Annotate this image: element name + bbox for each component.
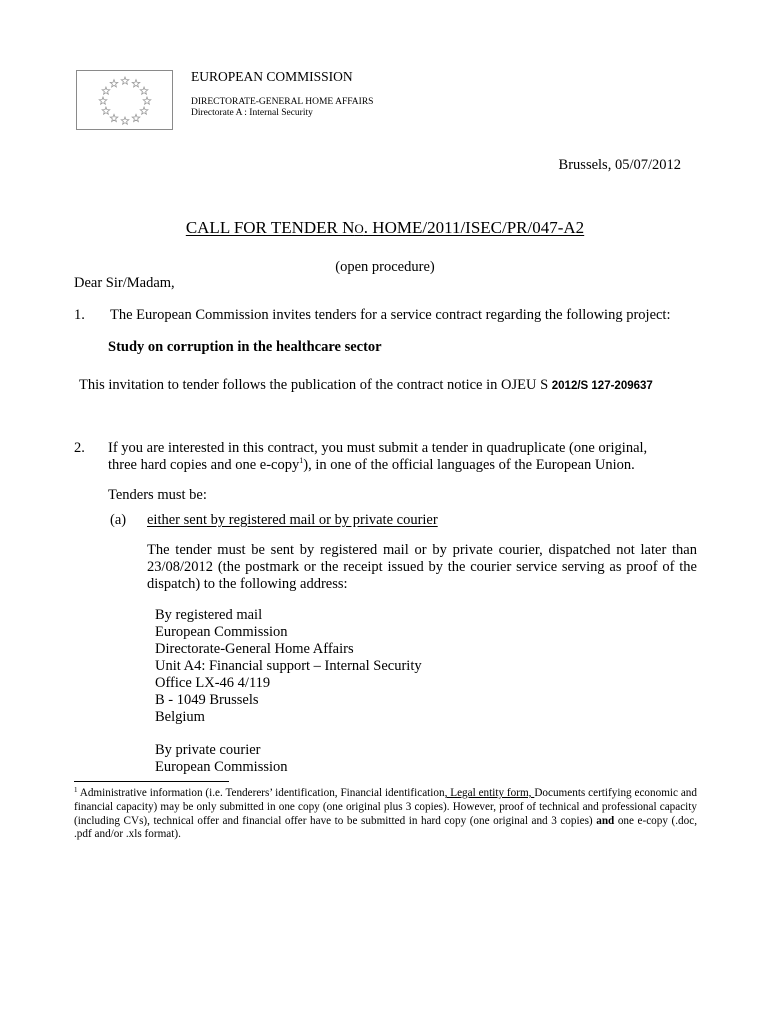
star-icon	[140, 107, 148, 114]
point-2-line-2	[108, 457, 635, 474]
footnote-text-underlined: , Legal entity form,	[444, 787, 535, 799]
option-a-paragraph: The tender must be sent by registered mail or by private courier, dispatched not later than 23/08/2012 (the postmark or the receipt issued by the courier service serving as proof of the dispatch) to the following address:	[147, 542, 697, 592]
directorate: Directorate A : Internal Security	[191, 108, 313, 118]
footnote-text: Administrative information (i.e. Tenderers’ identification, Financial identification	[77, 787, 445, 799]
address-line: Unit A4: Financial support – Internal Security	[155, 658, 422, 674]
project-title: Study on corruption in the healthcare sector	[108, 339, 382, 355]
eu-flag-logo	[76, 70, 173, 130]
address-line: Directorate-General Home Affairs	[155, 641, 354, 657]
address-line: B - 1049 Brussels	[155, 692, 259, 708]
point-1-number: 1.	[74, 307, 85, 323]
footnote-separator	[74, 781, 229, 782]
footnote-text: Documents certifying economic and financial capacity) may be only submitted in one copy (one original plus 3 copies). However, proof of technical and professional capacity (including CVs), technical offer and financial offer have to be submitted in hard copy (one original and 3 copies)	[74, 787, 697, 827]
title-suffix: . HOME/2011/ISEC/PR/047-A2	[363, 218, 585, 237]
star-icon	[110, 80, 118, 87]
star-icon	[121, 77, 129, 84]
option-a-marker: (a)	[110, 512, 127, 528]
tenders-must-be: Tenders must be:	[108, 487, 207, 503]
organization-name: EUROPEAN COMMISSION	[191, 69, 353, 84]
star-icon	[99, 97, 107, 104]
address-line: European Commission	[155, 624, 288, 640]
address-line: Belgium	[155, 709, 205, 725]
directorate-general: DIRECTORATE-GENERAL HOME AFFAIRS	[191, 97, 374, 107]
invitation-line	[79, 377, 653, 394]
star-icon	[102, 87, 110, 94]
date-line: Brussels, 05/07/2012	[558, 157, 681, 173]
point-1-text: The European Commission invites tenders for a service contract regarding the following project:	[110, 307, 671, 323]
footnote-marker: 1	[74, 786, 78, 794]
option-a-label: either sent by registered mail or by private courier	[147, 512, 438, 528]
address-line: Office LX-46 4/119	[155, 675, 271, 691]
point-2-line-2-end: ), in one of the official languages of the European Union.	[303, 457, 635, 473]
point-2-line-1: If you are interested in this contract, you must submit a tender in quadruplicate (one original,	[108, 440, 648, 456]
eu-flag-stars-icon	[77, 71, 174, 131]
address-line: By registered mail	[155, 607, 263, 623]
star-icon	[132, 80, 140, 87]
star-icon	[143, 97, 151, 104]
title-small-caps: O	[354, 221, 364, 236]
star-icon	[121, 117, 129, 124]
title-prefix: CALL FOR TENDER N	[185, 218, 355, 237]
greeting: Dear Sir/Madam,	[74, 275, 175, 291]
invitation-text: This invitation to tender follows the publication of the contract notice in OJEU S	[79, 377, 552, 393]
ojeu-reference: 2012/S 127-209637	[551, 380, 653, 392]
address-line: By private courier	[155, 742, 261, 758]
procedure-type: (open procedure)	[335, 259, 435, 275]
footnote-text: one e-copy (.doc, .pdf and/or .xls format).	[74, 814, 697, 841]
point-2-line-2-start: three hard copies and one e-copy	[108, 457, 300, 473]
address-line: European Commission	[155, 759, 288, 775]
footnote-text-bold: and	[596, 814, 615, 827]
star-icon	[110, 114, 118, 121]
document-title	[0, 218, 770, 238]
star-icon	[102, 107, 110, 114]
address-spacer	[155, 726, 555, 742]
footnote-reference[interactable]: 1	[299, 456, 304, 465]
address-block	[155, 607, 555, 776]
footnote	[74, 787, 697, 842]
star-icon	[140, 87, 148, 94]
star-icon	[132, 114, 140, 121]
point-2-number: 2.	[74, 440, 85, 456]
